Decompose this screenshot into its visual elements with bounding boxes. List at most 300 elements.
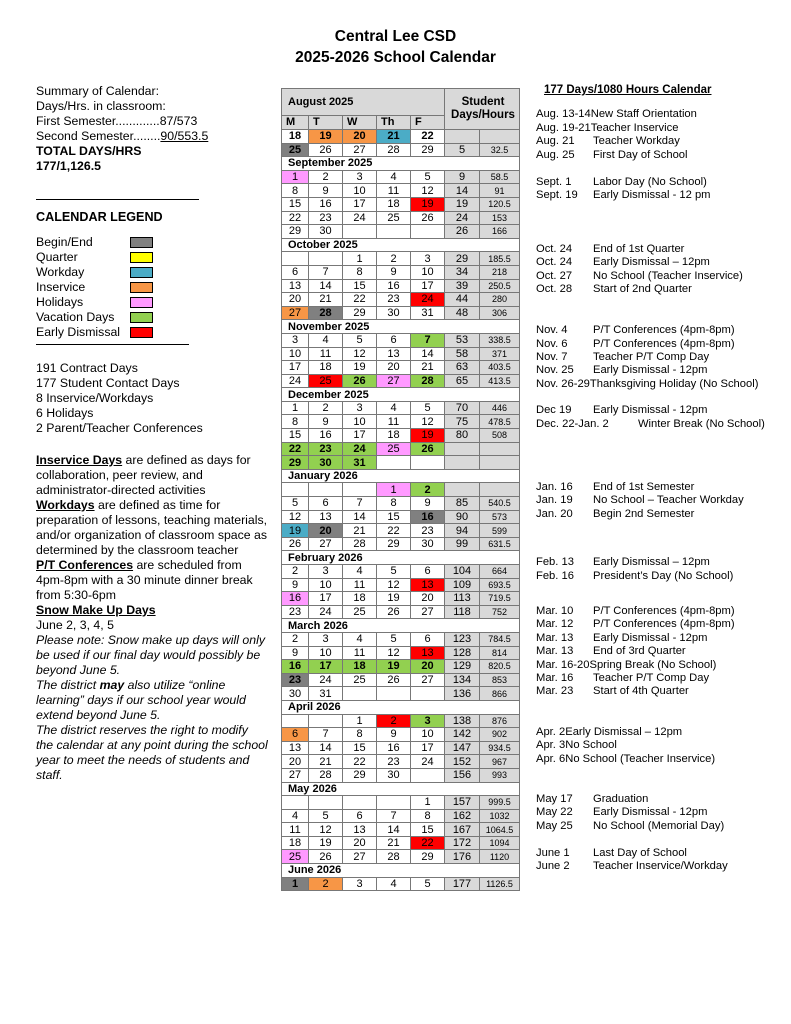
date-cell: 1 — [282, 401, 309, 415]
event-date: Sept. 1 — [536, 175, 572, 188]
date-cell: 4 — [343, 632, 377, 646]
date-cell: 26 — [282, 537, 309, 551]
student-hours: 91 — [480, 184, 520, 198]
date-cell: 19 — [309, 836, 343, 850]
date-cell: 29 — [282, 456, 309, 470]
event-line — [536, 556, 791, 569]
date-cell: 30 — [377, 768, 411, 782]
student-hours: 719.5 — [480, 592, 520, 606]
date-cell: 13 — [309, 510, 343, 524]
date-cell: 19 — [411, 429, 445, 443]
event-line — [536, 418, 791, 431]
event-line — [536, 149, 791, 162]
legend-item — [36, 235, 153, 250]
event-group — [536, 324, 791, 391]
date-cell: 21 — [377, 130, 411, 144]
district-title: Central Lee CSD — [334, 28, 457, 45]
month-header: November 2025 — [282, 320, 520, 334]
date-cell: 6 — [309, 497, 343, 511]
student-hours: 876 — [480, 714, 520, 728]
date-cell: 13 — [411, 578, 445, 592]
date-cell: 23 — [309, 442, 343, 456]
student-day-count: 80 — [445, 429, 480, 443]
event-line — [536, 860, 791, 873]
month-header: March 2026 — [282, 619, 520, 633]
inservice-definition: Inservice Days are defined as days for collaboration, peer review, and administrator-directed activities — [36, 453, 251, 497]
date-cell: 4 — [377, 170, 411, 184]
event-text: P/T Conferences (4pm-8pm) — [593, 337, 735, 350]
date-cell: 8 — [343, 265, 377, 279]
date-cell: 14 — [309, 741, 343, 755]
student-hours: 999.5 — [480, 796, 520, 810]
date-cell — [309, 796, 343, 810]
legend-label: Inservice — [36, 280, 86, 294]
student-day-count: 123 — [445, 632, 480, 646]
student-day-count: 63 — [445, 361, 480, 375]
date-cell: 10 — [343, 415, 377, 429]
pt-conferences-definition: P/T Conferences are scheduled from 4pm-8pm with a 30 minute dinner break from 5:30-6pm — [36, 558, 253, 602]
date-cell: 18 — [282, 130, 309, 144]
date-cell: 28 — [411, 374, 445, 388]
date-cell: 26 — [377, 605, 411, 619]
date-cell — [282, 252, 309, 266]
date-cell: 23 — [377, 755, 411, 769]
date-cell: 27 — [377, 374, 411, 388]
event-text: Teacher P/T Comp Day — [593, 351, 710, 364]
legend-swatch — [130, 297, 153, 308]
date-cell: 22 — [377, 524, 411, 538]
event-date: Apr. 3 — [536, 739, 566, 752]
total-days-value: 177/1,126.5 — [36, 159, 101, 173]
date-cell: 17 — [309, 592, 343, 606]
date-cell: 12 — [309, 823, 343, 837]
event-date: Oct. 27 — [536, 269, 573, 282]
date-cell: 23 — [282, 605, 309, 619]
student-hours: 371 — [480, 347, 520, 361]
event-date: Sept. 19 — [536, 189, 578, 202]
date-cell: 15 — [343, 741, 377, 755]
event-line — [536, 364, 791, 377]
event-date: Nov. 4 — [536, 324, 568, 337]
date-cell: 10 — [411, 265, 445, 279]
date-cell: 25 — [282, 143, 309, 157]
month-header: June 2026 — [282, 864, 520, 878]
student-hours: 1094 — [480, 836, 520, 850]
date-cell: 9 — [411, 497, 445, 511]
date-cell: 19 — [411, 197, 445, 211]
date-cell: 7 — [309, 265, 343, 279]
event-text: End of 1st Semester — [593, 481, 695, 494]
date-cell: 6 — [377, 333, 411, 347]
student-hours: 814 — [480, 646, 520, 660]
event-line — [536, 283, 791, 296]
student-day-count: 44 — [445, 293, 480, 307]
date-cell: 6 — [411, 565, 445, 579]
date-cell: 6 — [282, 265, 309, 279]
date-cell — [411, 768, 445, 782]
event-date: June 2 — [536, 860, 570, 873]
date-cell: 2 — [377, 252, 411, 266]
student-hours: 1120 — [480, 850, 520, 864]
student-hours: 752 — [480, 605, 520, 619]
event-line — [536, 806, 791, 819]
student-day-count: 90 — [445, 510, 480, 524]
date-cell: 27 — [343, 143, 377, 157]
student-day-count: 14 — [445, 184, 480, 198]
student-day-count: 128 — [445, 646, 480, 660]
student-hours: 218 — [480, 265, 520, 279]
date-cell: 24 — [411, 293, 445, 307]
student-hours — [480, 442, 520, 456]
date-cell: 8 — [343, 728, 377, 742]
legend-title: CALENDAR LEGEND — [36, 210, 163, 224]
event-group — [536, 481, 791, 521]
student-hours: 1064.5 — [480, 823, 520, 837]
event-date: Jan. 20 — [536, 507, 573, 520]
events-panel — [536, 84, 791, 874]
date-cell: 10 — [309, 646, 343, 660]
date-cell: 8 — [282, 415, 309, 429]
event-group — [536, 847, 791, 874]
event-line — [536, 404, 791, 417]
date-cell: 11 — [377, 184, 411, 198]
legend-label: Workday — [36, 265, 85, 279]
date-cell: 17 — [309, 660, 343, 674]
student-day-count: 142 — [445, 728, 480, 742]
events-title: 177 Days/1080 Hours Calendar — [544, 84, 712, 96]
event-date: Jan. 16 — [536, 481, 573, 494]
date-cell: 26 — [411, 442, 445, 456]
event-line — [536, 189, 791, 202]
student-day-count: 99 — [445, 537, 480, 551]
date-cell: 12 — [282, 510, 309, 524]
date-cell: 7 — [411, 333, 445, 347]
student-day-count: 152 — [445, 755, 480, 769]
date-cell: 20 — [309, 524, 343, 538]
date-cell: 3 — [343, 401, 377, 415]
date-cell: 27 — [343, 850, 377, 864]
event-line — [536, 672, 791, 685]
legend-swatch — [130, 327, 153, 338]
student-day-count: 53 — [445, 333, 480, 347]
event-line — [536, 494, 791, 507]
student-hours: 166 — [480, 225, 520, 239]
legend-item — [36, 295, 153, 310]
month-header: April 2026 — [282, 700, 520, 714]
event-text: Graduation — [593, 792, 649, 805]
student-day-count — [445, 442, 480, 456]
date-cell: 23 — [377, 293, 411, 307]
event-line — [536, 726, 791, 739]
event-line — [536, 481, 791, 494]
date-cell: 5 — [377, 632, 411, 646]
date-cell: 22 — [282, 211, 309, 225]
count-line: 8 Inservice/Workdays — [36, 391, 154, 405]
event-line — [536, 135, 791, 148]
date-cell: 30 — [377, 306, 411, 320]
student-hours: 631.5 — [480, 537, 520, 551]
date-cell: 23 — [309, 211, 343, 225]
date-cell — [343, 225, 377, 239]
date-cell: 17 — [411, 741, 445, 755]
date-cell: 7 — [343, 497, 377, 511]
event-text: End of 1st Quarter — [593, 242, 685, 255]
legend-item — [36, 265, 153, 280]
date-cell: 25 — [309, 374, 343, 388]
date-cell: 5 — [411, 877, 445, 891]
event-date: Dec 19 — [536, 404, 572, 417]
student-header-line: Days/Hours — [451, 109, 515, 121]
date-cell: 18 — [282, 836, 309, 850]
event-text: Teacher P/T Comp Day — [593, 671, 710, 684]
date-cell — [377, 796, 411, 810]
calendar-legend — [36, 235, 268, 340]
student-hours: 153 — [480, 211, 520, 225]
snow-makeup-note: Please note: Snow make up days will only be used if our final day would possibly be beyond June 5. — [36, 633, 265, 677]
date-cell: 17 — [282, 361, 309, 375]
event-date: Jan. 19 — [536, 494, 573, 507]
student-day-count: 129 — [445, 660, 480, 674]
event-text: P/T Conferences (4pm-8pm) — [593, 618, 735, 631]
date-cell: 6 — [411, 632, 445, 646]
date-cell — [411, 687, 445, 701]
date-cell: 4 — [377, 877, 411, 891]
date-cell: 13 — [282, 741, 309, 755]
event-line — [536, 570, 791, 583]
date-cell: 28 — [343, 537, 377, 551]
event-text: Start of 4th Quarter — [593, 685, 689, 698]
event-text: Early Dismissal – 12pm — [593, 556, 710, 569]
event-group — [536, 404, 791, 431]
event-date: Aug. 13-14 — [536, 108, 591, 121]
legend-label: Holidays — [36, 295, 84, 309]
date-cell — [343, 796, 377, 810]
first-semester-value: 87/573 — [159, 114, 198, 128]
event-date: Nov. 6 — [536, 337, 568, 350]
month-header: December 2025 — [282, 388, 520, 402]
school-calendar-table — [281, 88, 520, 891]
event-line — [536, 685, 791, 698]
date-cell: 24 — [309, 605, 343, 619]
event-date: Mar. 13 — [536, 645, 574, 658]
date-cell: 2 — [282, 565, 309, 579]
date-cell: 24 — [411, 755, 445, 769]
event-text: End of 3rd Quarter — [593, 645, 686, 658]
date-cell: 29 — [411, 850, 445, 864]
student-hours — [480, 483, 520, 497]
date-cell: 25 — [377, 442, 411, 456]
date-cell: 19 — [377, 660, 411, 674]
event-text: First Day of School — [593, 148, 688, 161]
event-date: Oct. 24 — [536, 256, 573, 269]
calendar-year-title: 2025-2026 School Calendar — [295, 49, 496, 66]
date-cell: 28 — [309, 306, 343, 320]
event-date: Nov. 7 — [536, 351, 568, 364]
date-cell: 30 — [411, 537, 445, 551]
date-cell: 27 — [309, 537, 343, 551]
date-cell: 9 — [282, 578, 309, 592]
event-line — [536, 243, 791, 256]
month-header: January 2026 — [282, 469, 520, 483]
date-cell: 17 — [411, 279, 445, 293]
weekday-header: Th — [377, 116, 411, 130]
legend-item — [36, 250, 153, 265]
student-day-count: 65 — [445, 374, 480, 388]
date-cell: 11 — [343, 646, 377, 660]
date-cell: 3 — [411, 252, 445, 266]
date-cell: 16 — [411, 510, 445, 524]
date-cell — [411, 225, 445, 239]
event-line — [536, 176, 791, 189]
date-cell: 12 — [411, 415, 445, 429]
student-day-count: 138 — [445, 714, 480, 728]
event-text: Spring Break (No School) — [589, 658, 717, 671]
date-cell: 8 — [411, 809, 445, 823]
student-day-count: 94 — [445, 524, 480, 538]
date-cell: 29 — [343, 768, 377, 782]
event-text: Teacher Workday — [593, 135, 680, 148]
date-cell: 3 — [411, 714, 445, 728]
event-line — [536, 378, 791, 391]
date-cell: 26 — [309, 850, 343, 864]
student-hours: 967 — [480, 755, 520, 769]
student-hours: 250.5 — [480, 279, 520, 293]
student-day-count: 177 — [445, 877, 480, 891]
month-header: February 2026 — [282, 551, 520, 565]
student-hours: 1032 — [480, 809, 520, 823]
event-date: Mar. 23 — [536, 685, 574, 698]
event-text: Early Dismissal - 12pm — [593, 364, 708, 377]
event-line — [536, 820, 791, 833]
event-text: No School — [565, 739, 617, 752]
event-date: Mar. 13 — [536, 631, 574, 644]
date-cell: 29 — [377, 537, 411, 551]
divider — [36, 344, 189, 345]
date-cell: 19 — [309, 130, 343, 144]
date-cell: 5 — [309, 809, 343, 823]
date-cell: 1 — [343, 252, 377, 266]
date-cell: 5 — [411, 401, 445, 415]
student-hours: 784.5 — [480, 632, 520, 646]
student-day-count: 157 — [445, 796, 480, 810]
date-cell: 4 — [282, 809, 309, 823]
date-cell: 10 — [282, 347, 309, 361]
legend-label: Begin/End — [36, 235, 93, 249]
month-header: August 2025 — [282, 89, 445, 116]
legend-label: Quarter — [36, 250, 78, 264]
event-group — [536, 726, 791, 766]
date-cell: 21 — [343, 524, 377, 538]
event-line — [536, 793, 791, 806]
event-date: Nov. 25 — [536, 364, 574, 377]
date-cell — [309, 714, 343, 728]
legend-label: Vacation Days — [36, 310, 115, 324]
date-cell: 19 — [377, 592, 411, 606]
weekday-header: M — [282, 116, 309, 130]
date-cell: 16 — [377, 279, 411, 293]
snow-makeup-dates: June 2, 3, 4, 5 — [36, 618, 114, 632]
student-day-count: 70 — [445, 401, 480, 415]
event-date: Apr. 2 — [536, 725, 566, 738]
event-date: May 25 — [536, 819, 573, 832]
date-cell — [411, 456, 445, 470]
event-group — [536, 605, 791, 699]
date-cell: 25 — [377, 211, 411, 225]
date-cell: 8 — [377, 497, 411, 511]
date-cell: 15 — [282, 429, 309, 443]
date-cell: 13 — [282, 279, 309, 293]
event-line — [536, 645, 791, 658]
date-cell: 18 — [343, 592, 377, 606]
date-cell: 1 — [282, 170, 309, 184]
event-line — [536, 847, 791, 860]
event-line — [536, 256, 791, 269]
date-cell: 31 — [309, 687, 343, 701]
event-line — [536, 108, 791, 121]
date-cell — [309, 252, 343, 266]
date-cell: 22 — [282, 442, 309, 456]
student-header-line: Student — [461, 96, 505, 108]
date-cell: 3 — [309, 632, 343, 646]
date-cell: 23 — [282, 673, 309, 687]
date-cell: 30 — [309, 456, 343, 470]
date-cell: 9 — [282, 646, 309, 660]
student-hours: 403.5 — [480, 361, 520, 375]
date-cell: 2 — [377, 714, 411, 728]
student-day-count — [445, 456, 480, 470]
weekday-header: F — [411, 116, 445, 130]
student-day-count: 167 — [445, 823, 480, 837]
date-cell: 16 — [282, 592, 309, 606]
weekday-header: W — [343, 116, 377, 130]
event-date: Mar. 16 — [536, 671, 574, 684]
legend-item — [36, 325, 153, 340]
date-cell: 30 — [282, 687, 309, 701]
date-cell: 30 — [309, 225, 343, 239]
student-day-count: 5 — [445, 143, 480, 157]
event-group — [536, 793, 791, 833]
event-line — [536, 122, 791, 135]
date-cell: 20 — [411, 592, 445, 606]
student-hours: 478.5 — [480, 415, 520, 429]
summary-title: Summary of Calendar: — [36, 84, 160, 98]
student-day-count: 29 — [445, 252, 480, 266]
student-days-hours-header — [445, 89, 520, 130]
date-cell: 22 — [411, 836, 445, 850]
date-cell: 22 — [411, 130, 445, 144]
date-cell: 29 — [282, 225, 309, 239]
date-cell: 27 — [282, 306, 309, 320]
legend-swatch — [130, 237, 153, 248]
legend-label: Early Dismissal — [36, 325, 121, 339]
date-cell: 2 — [282, 632, 309, 646]
event-text: New Staff Orientation — [590, 108, 697, 121]
student-day-count: 134 — [445, 673, 480, 687]
date-cell: 4 — [377, 401, 411, 415]
workdays-definition: Workdays are defined as time for preparation of lessons, teaching materials, and/or organization of classroom space as determined by the classroom teacher — [36, 498, 268, 557]
student-day-count: 19 — [445, 197, 480, 211]
date-cell: 1 — [282, 877, 309, 891]
date-cell: 17 — [343, 429, 377, 443]
date-cell — [377, 687, 411, 701]
event-text: Early Dismissal – 12pm — [593, 256, 710, 269]
event-text: Early Dismissal - 12pm — [593, 404, 708, 417]
student-day-count: 118 — [445, 605, 480, 619]
date-cell: 20 — [411, 660, 445, 674]
date-cell: 16 — [309, 197, 343, 211]
student-hours: 413.5 — [480, 374, 520, 388]
student-hours: 540.5 — [480, 497, 520, 511]
